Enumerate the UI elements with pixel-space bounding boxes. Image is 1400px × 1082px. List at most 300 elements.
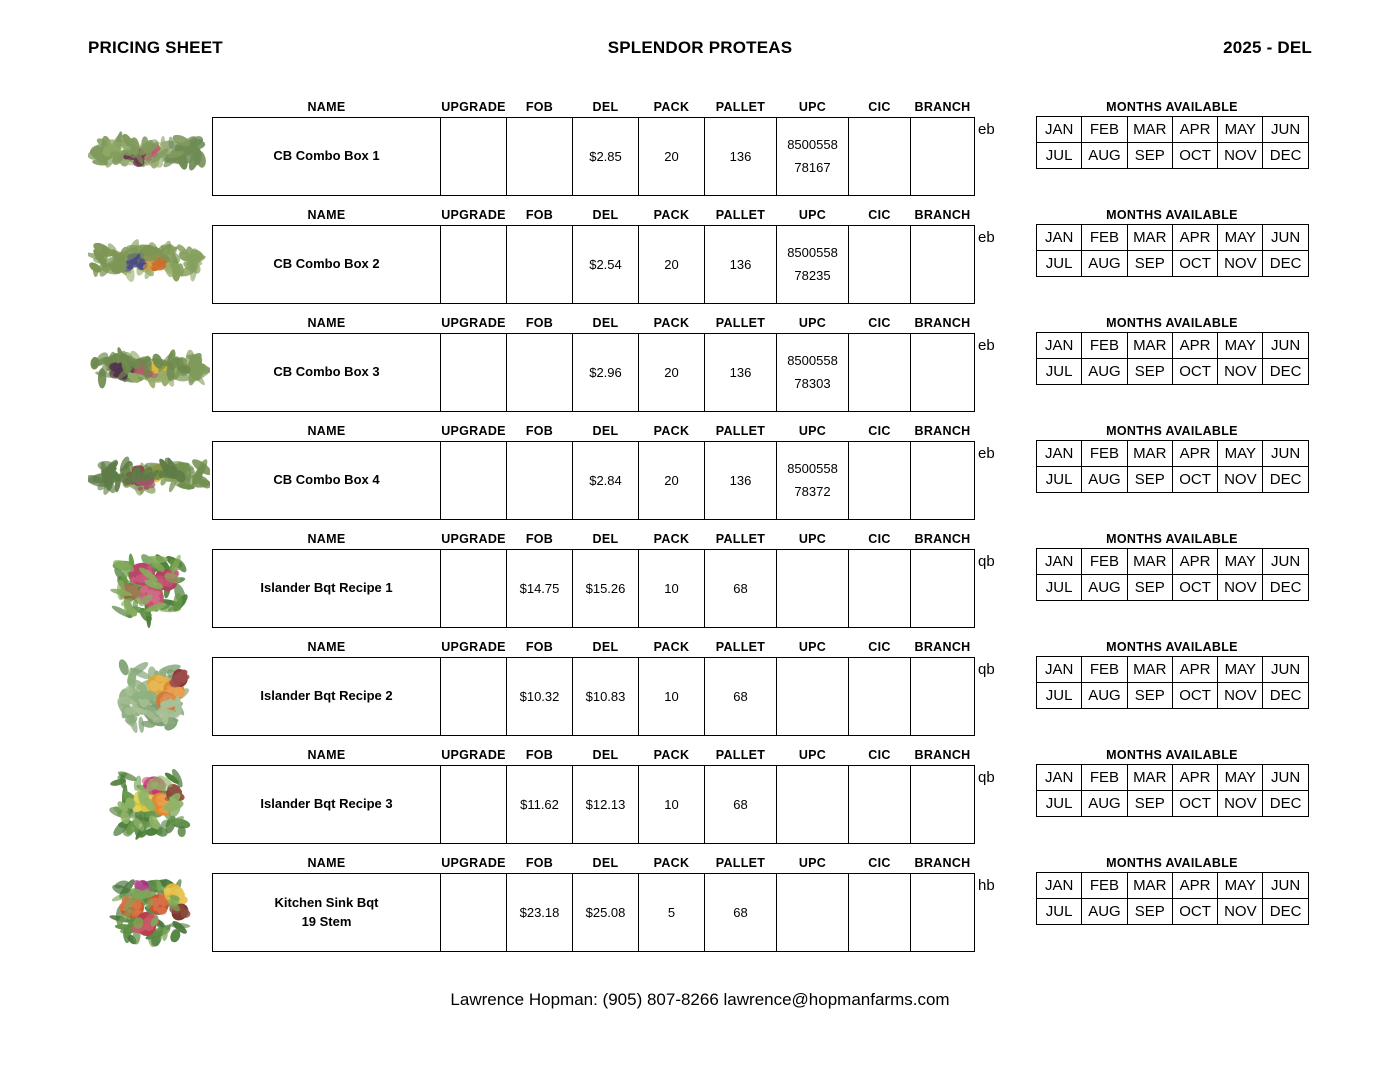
month-cell-jul[interactable]: JUL — [1037, 575, 1082, 601]
month-cell-sep[interactable]: SEP — [1127, 575, 1172, 601]
col-header-name: NAME — [307, 856, 346, 870]
month-cell-may[interactable]: MAY — [1218, 225, 1263, 251]
cell-fob — [507, 226, 573, 304]
cell-pack: 20 — [639, 118, 705, 196]
col-header-fob: FOB — [525, 424, 554, 438]
product-spec-table-wrap — [212, 748, 974, 844]
months-available-title: MONTHS AVAILABLE — [1106, 640, 1238, 654]
month-cell-aug[interactable]: AUG — [1082, 143, 1127, 169]
col-header-upgrade: UPGRADE — [441, 316, 506, 330]
month-cell-oct[interactable]: OCT — [1172, 143, 1217, 169]
col-header-pallet: PALLET — [715, 748, 766, 762]
month-cell-jan[interactable]: JAN — [1037, 657, 1082, 683]
month-cell-jun[interactable]: JUN — [1263, 441, 1308, 467]
col-header-pack: PACK — [653, 856, 690, 870]
col-header-fob: FOB — [525, 532, 554, 546]
months-row-first-half — [1037, 873, 1309, 899]
col-header-pallet: PALLET — [715, 316, 766, 330]
cell-fob — [507, 118, 573, 196]
month-cell-jan[interactable]: JAN — [1037, 441, 1082, 467]
product-row-8 — [0, 856, 1400, 964]
month-cell-jul[interactable]: JUL — [1037, 251, 1082, 277]
col-header-upgrade: UPGRADE — [441, 640, 506, 654]
spec-header-row — [213, 856, 975, 874]
cell-product-name — [213, 874, 441, 952]
month-cell-dec[interactable]: DEC — [1263, 899, 1308, 925]
month-cell-oct[interactable]: OCT — [1172, 683, 1217, 709]
cell-upgrade — [441, 334, 507, 412]
cell-upgrade — [441, 766, 507, 844]
spec-value-row — [213, 442, 975, 520]
cell-cic — [849, 658, 911, 736]
cell-upc — [777, 766, 849, 844]
month-cell-oct[interactable]: OCT — [1172, 467, 1217, 493]
month-cell-jun[interactable]: JUN — [1263, 765, 1308, 791]
upc-line-1: 8500558 — [787, 137, 838, 153]
cell-pack: 20 — [639, 334, 705, 412]
months-available-table — [1036, 440, 1309, 493]
page-header — [88, 38, 1312, 68]
cell-cic — [849, 766, 911, 844]
col-header-cic: CIC — [868, 424, 891, 438]
spec-header-row — [213, 424, 975, 442]
cell-product-name — [213, 226, 441, 304]
col-header-upgrade: UPGRADE — [441, 424, 506, 438]
col-header-cic: CIC — [868, 640, 891, 654]
cell-branch — [911, 226, 975, 304]
month-cell-jan[interactable]: JAN — [1037, 873, 1082, 899]
month-cell-oct[interactable]: OCT — [1172, 575, 1217, 601]
months-row-first-half — [1037, 333, 1309, 359]
cell-pack: 10 — [639, 658, 705, 736]
product-code-tag-eb: eb — [978, 121, 995, 138]
cell-cic — [849, 334, 911, 412]
col-header-fob: FOB — [525, 100, 554, 114]
month-cell-feb[interactable]: FEB — [1082, 765, 1127, 791]
month-cell-aug[interactable]: AUG — [1082, 359, 1127, 385]
col-header-cic: CIC — [868, 100, 891, 114]
col-header-fob: FOB — [525, 316, 554, 330]
month-cell-mar[interactable]: MAR — [1127, 657, 1172, 683]
product-spec-table — [212, 208, 975, 304]
month-cell-mar[interactable]: MAR — [1127, 765, 1172, 791]
spec-value-row — [213, 334, 975, 412]
col-header-del: DEL — [592, 100, 619, 114]
month-cell-mar[interactable]: MAR — [1127, 117, 1172, 143]
spec-value-row — [213, 550, 975, 628]
col-header-name: NAME — [307, 424, 346, 438]
month-cell-jan[interactable]: JAN — [1037, 765, 1082, 791]
cell-del: $10.83 — [573, 658, 639, 736]
col-header-pack: PACK — [653, 640, 690, 654]
cell-branch — [911, 874, 975, 952]
cell-del: $2.54 — [573, 226, 639, 304]
month-cell-nov[interactable]: NOV — [1218, 575, 1263, 601]
product-spec-table-wrap — [212, 208, 974, 304]
month-cell-aug[interactable]: AUG — [1082, 683, 1127, 709]
product-spec-table — [212, 856, 975, 952]
months-row-second-half — [1037, 899, 1309, 925]
month-cell-apr[interactable]: APR — [1172, 333, 1217, 359]
cell-pack: 10 — [639, 766, 705, 844]
month-cell-apr[interactable]: APR — [1172, 441, 1217, 467]
product-list — [0, 100, 1400, 964]
col-header-upgrade: UPGRADE — [441, 532, 506, 546]
cell-product-name — [213, 442, 441, 520]
col-header-del: DEL — [592, 640, 619, 654]
product-row-7 — [0, 748, 1400, 856]
months-available-title: MONTHS AVAILABLE — [1106, 208, 1238, 222]
col-header-pack: PACK — [653, 748, 690, 762]
month-cell-nov[interactable]: NOV — [1218, 899, 1263, 925]
month-cell-may[interactable]: MAY — [1218, 657, 1263, 683]
cell-cic — [849, 442, 911, 520]
product-code-tag-qb: qb — [978, 553, 995, 570]
months-row-second-half — [1037, 683, 1309, 709]
col-header-pallet: PALLET — [715, 532, 766, 546]
month-cell-apr[interactable]: APR — [1172, 225, 1217, 251]
col-header-branch: BRANCH — [914, 424, 971, 438]
col-header-del: DEL — [592, 532, 619, 546]
combo-box-1-thumbnail — [88, 118, 210, 200]
product-row-1 — [0, 100, 1400, 208]
cell-branch — [911, 658, 975, 736]
col-header-cic: CIC — [868, 208, 891, 222]
cell-upgrade — [441, 118, 507, 196]
month-cell-aug[interactable]: AUG — [1082, 791, 1127, 817]
months-row-first-half — [1037, 225, 1309, 251]
col-header-pack: PACK — [653, 316, 690, 330]
col-header-del: DEL — [592, 208, 619, 222]
month-cell-may[interactable]: MAY — [1218, 765, 1263, 791]
col-header-pallet: PALLET — [715, 640, 766, 654]
month-cell-oct[interactable]: OCT — [1172, 251, 1217, 277]
months-available-title: MONTHS AVAILABLE — [1106, 856, 1238, 870]
cell-pallet: 68 — [705, 550, 777, 628]
cell-product-name — [213, 334, 441, 412]
islander-bouquet-3-thumbnail — [92, 752, 208, 856]
col-header-upc: UPC — [798, 316, 827, 330]
product-code-tag-hb: hb — [978, 877, 995, 894]
month-cell-may[interactable]: MAY — [1218, 333, 1263, 359]
month-cell-nov[interactable]: NOV — [1218, 467, 1263, 493]
product-spec-table — [212, 640, 975, 736]
col-header-cic: CIC — [868, 532, 891, 546]
month-cell-dec[interactable]: DEC — [1263, 143, 1308, 169]
month-cell-jan[interactable]: JAN — [1037, 225, 1082, 251]
months-row-first-half — [1037, 765, 1309, 791]
col-header-name: NAME — [307, 532, 346, 546]
month-cell-jan[interactable]: JAN — [1037, 333, 1082, 359]
product-name-line1: CB Combo Box 2 — [273, 256, 380, 272]
month-cell-feb[interactable]: FEB — [1082, 873, 1127, 899]
combo-box-3-thumbnail — [88, 334, 210, 416]
col-header-fob: FOB — [525, 856, 554, 870]
cell-cic — [849, 874, 911, 952]
month-cell-dec[interactable]: DEC — [1263, 575, 1308, 601]
month-cell-nov[interactable]: NOV — [1218, 143, 1263, 169]
months-row-second-half — [1037, 467, 1309, 493]
product-row-2 — [0, 208, 1400, 316]
month-cell-sep[interactable]: SEP — [1127, 359, 1172, 385]
col-header-pack: PACK — [653, 424, 690, 438]
months-row-second-half — [1037, 791, 1309, 817]
month-cell-jun[interactable]: JUN — [1263, 333, 1308, 359]
cell-product-name — [213, 118, 441, 196]
cell-upgrade — [441, 658, 507, 736]
cell-branch — [911, 442, 975, 520]
months-available-table — [1036, 872, 1309, 925]
month-cell-sep[interactable]: SEP — [1127, 791, 1172, 817]
spec-header-row — [213, 100, 975, 118]
col-header-branch: BRANCH — [914, 316, 971, 330]
month-cell-may[interactable]: MAY — [1218, 441, 1263, 467]
product-code-tag-eb: eb — [978, 445, 995, 462]
month-cell-mar[interactable]: MAR — [1127, 333, 1172, 359]
cell-pallet: 136 — [705, 334, 777, 412]
months-available-table — [1036, 548, 1309, 601]
upc-line-2: 78303 — [794, 375, 831, 391]
month-cell-aug[interactable]: AUG — [1082, 467, 1127, 493]
month-cell-jan[interactable]: JAN — [1037, 549, 1082, 575]
month-cell-oct[interactable]: OCT — [1172, 899, 1217, 925]
months-available-title: MONTHS AVAILABLE — [1106, 748, 1238, 762]
col-header-upgrade: UPGRADE — [441, 856, 506, 870]
month-cell-jan[interactable]: JAN — [1037, 117, 1082, 143]
year-price-type: 2025 - DEL — [1223, 38, 1312, 57]
month-cell-feb[interactable]: FEB — [1082, 657, 1127, 683]
product-name-line1: CB Combo Box 1 — [273, 148, 380, 164]
month-cell-sep[interactable]: SEP — [1127, 143, 1172, 169]
product-code-tag-qb: qb — [978, 661, 995, 678]
month-cell-sep[interactable]: SEP — [1127, 899, 1172, 925]
cell-pallet: 136 — [705, 118, 777, 196]
month-cell-may[interactable]: MAY — [1218, 549, 1263, 575]
cell-fob: $11.62 — [507, 766, 573, 844]
cell-cic — [849, 118, 911, 196]
col-header-name: NAME — [307, 208, 346, 222]
month-cell-nov[interactable]: NOV — [1218, 683, 1263, 709]
cell-upc — [777, 334, 849, 412]
month-cell-apr[interactable]: APR — [1172, 549, 1217, 575]
months-available-title: MONTHS AVAILABLE — [1106, 100, 1238, 114]
product-spec-table — [212, 100, 975, 196]
cell-product-name — [213, 550, 441, 628]
month-cell-sep[interactable]: SEP — [1127, 467, 1172, 493]
month-cell-apr[interactable]: APR — [1172, 657, 1217, 683]
product-name-line1: Islander Bqt Recipe 3 — [260, 796, 393, 812]
cell-fob — [507, 334, 573, 412]
month-cell-jun[interactable]: JUN — [1263, 549, 1308, 575]
cell-upgrade — [441, 442, 507, 520]
months-available-block — [1036, 748, 1308, 817]
month-cell-jun[interactable]: JUN — [1263, 873, 1308, 899]
col-header-upgrade: UPGRADE — [441, 208, 506, 222]
cell-product-name — [213, 658, 441, 736]
month-cell-oct[interactable]: OCT — [1172, 791, 1217, 817]
col-header-upc: UPC — [798, 208, 827, 222]
product-code-tag-eb: eb — [978, 229, 995, 246]
col-header-name: NAME — [307, 640, 346, 654]
cell-branch — [911, 118, 975, 196]
month-cell-aug[interactable]: AUG — [1082, 251, 1127, 277]
cell-del: $2.85 — [573, 118, 639, 196]
cell-pack: 10 — [639, 550, 705, 628]
month-cell-may[interactable]: MAY — [1218, 873, 1263, 899]
cell-del: $12.13 — [573, 766, 639, 844]
col-header-del: DEL — [592, 424, 619, 438]
upc-line-2: 78167 — [794, 159, 831, 175]
month-cell-jun[interactable]: JUN — [1263, 225, 1308, 251]
cell-upc — [777, 874, 849, 952]
month-cell-aug[interactable]: AUG — [1082, 899, 1127, 925]
kitchen-sink-bouquet-thumbnail — [92, 860, 208, 964]
cell-cic — [849, 226, 911, 304]
col-header-name: NAME — [307, 316, 346, 330]
month-cell-mar[interactable]: MAR — [1127, 549, 1172, 575]
months-available-table — [1036, 116, 1309, 169]
month-cell-jun[interactable]: JUN — [1263, 657, 1308, 683]
cell-upc — [777, 226, 849, 304]
islander-bouquet-2-thumbnail — [92, 644, 208, 748]
col-header-branch: BRANCH — [914, 856, 971, 870]
spec-value-row — [213, 118, 975, 196]
month-cell-dec[interactable]: DEC — [1263, 359, 1308, 385]
col-header-upc: UPC — [798, 424, 827, 438]
month-cell-dec[interactable]: DEC — [1263, 683, 1308, 709]
months-available-table — [1036, 332, 1309, 385]
month-cell-may[interactable]: MAY — [1218, 117, 1263, 143]
months-row-first-half — [1037, 657, 1309, 683]
month-cell-jul[interactable]: JUL — [1037, 359, 1082, 385]
col-header-del: DEL — [592, 316, 619, 330]
months-row-second-half — [1037, 143, 1309, 169]
cell-branch — [911, 334, 975, 412]
month-cell-oct[interactable]: OCT — [1172, 359, 1217, 385]
month-cell-dec[interactable]: DEC — [1263, 251, 1308, 277]
month-cell-apr[interactable]: APR — [1172, 117, 1217, 143]
month-cell-jul[interactable]: JUL — [1037, 899, 1082, 925]
col-header-pack: PACK — [653, 208, 690, 222]
cell-del: $15.26 — [573, 550, 639, 628]
month-cell-nov[interactable]: NOV — [1218, 251, 1263, 277]
col-header-pack: PACK — [653, 100, 690, 114]
month-cell-nov[interactable]: NOV — [1218, 359, 1263, 385]
col-header-upc: UPC — [798, 100, 827, 114]
month-cell-dec[interactable]: DEC — [1263, 467, 1308, 493]
month-cell-feb[interactable]: FEB — [1082, 333, 1127, 359]
months-row-first-half — [1037, 117, 1309, 143]
combo-box-2-thumbnail — [88, 226, 210, 308]
months-row-second-half — [1037, 575, 1309, 601]
month-cell-nov[interactable]: NOV — [1218, 791, 1263, 817]
col-header-upc: UPC — [798, 856, 827, 870]
months-available-block — [1036, 532, 1308, 601]
months-available-title: MONTHS AVAILABLE — [1106, 532, 1238, 546]
months-row-second-half — [1037, 359, 1309, 385]
month-cell-jul[interactable]: JUL — [1037, 143, 1082, 169]
cell-pack: 20 — [639, 226, 705, 304]
col-header-fob: FOB — [525, 748, 554, 762]
upc-line-2: 78235 — [794, 267, 831, 283]
months-available-title: MONTHS AVAILABLE — [1106, 316, 1238, 330]
product-row-6 — [0, 640, 1400, 748]
col-header-cic: CIC — [868, 316, 891, 330]
cell-upc — [777, 118, 849, 196]
col-header-del: DEL — [592, 856, 619, 870]
upc-line-1: 8500558 — [787, 461, 838, 477]
product-name-line1: Islander Bqt Recipe 1 — [260, 580, 393, 596]
cell-product-name — [213, 766, 441, 844]
spec-header-row — [213, 316, 975, 334]
month-cell-mar[interactable]: MAR — [1127, 225, 1172, 251]
month-cell-mar[interactable]: MAR — [1127, 441, 1172, 467]
months-available-block — [1036, 208, 1308, 277]
months-available-table — [1036, 224, 1309, 277]
cell-fob: $23.18 — [507, 874, 573, 952]
product-spec-table — [212, 424, 975, 520]
product-row-5 — [0, 532, 1400, 640]
col-header-fob: FOB — [525, 640, 554, 654]
month-cell-apr[interactable]: APR — [1172, 765, 1217, 791]
months-row-first-half — [1037, 441, 1309, 467]
col-header-upgrade: UPGRADE — [441, 748, 506, 762]
month-cell-feb[interactable]: FEB — [1082, 441, 1127, 467]
product-row-3 — [0, 316, 1400, 424]
month-cell-apr[interactable]: APR — [1172, 873, 1217, 899]
spec-value-row — [213, 226, 975, 304]
month-cell-dec[interactable]: DEC — [1263, 791, 1308, 817]
month-cell-mar[interactable]: MAR — [1127, 873, 1172, 899]
month-cell-jul[interactable]: JUL — [1037, 791, 1082, 817]
product-name-line1: Kitchen Sink Bqt — [274, 894, 379, 910]
product-code-tag-qb: qb — [978, 769, 995, 786]
cell-pallet: 68 — [705, 766, 777, 844]
month-cell-sep[interactable]: SEP — [1127, 251, 1172, 277]
months-available-block — [1036, 316, 1308, 385]
col-header-pallet: PALLET — [715, 100, 766, 114]
islander-bouquet-1-thumbnail — [92, 536, 208, 640]
company-title: SPLENDOR PROTEAS — [607, 38, 793, 57]
months-available-block — [1036, 640, 1308, 709]
cell-pallet: 68 — [705, 874, 777, 952]
cell-branch — [911, 766, 975, 844]
spec-header-row — [213, 532, 975, 550]
cell-pallet: 68 — [705, 658, 777, 736]
cell-pack: 5 — [639, 874, 705, 952]
product-row-4 — [0, 424, 1400, 532]
months-available-table — [1036, 656, 1309, 709]
col-header-cic: CIC — [868, 856, 891, 870]
month-cell-aug[interactable]: AUG — [1082, 575, 1127, 601]
product-spec-table-wrap — [212, 856, 974, 952]
month-cell-sep[interactable]: SEP — [1127, 683, 1172, 709]
month-cell-jun[interactable]: JUN — [1263, 117, 1308, 143]
product-name-line1: CB Combo Box 4 — [273, 472, 380, 488]
col-header-fob: FOB — [525, 208, 554, 222]
product-spec-table — [212, 748, 975, 844]
month-cell-feb[interactable]: FEB — [1082, 549, 1127, 575]
month-cell-jul[interactable]: JUL — [1037, 467, 1082, 493]
month-cell-feb[interactable]: FEB — [1082, 117, 1127, 143]
product-name-line2: 19 Stem — [301, 913, 352, 929]
month-cell-feb[interactable]: FEB — [1082, 225, 1127, 251]
months-available-title: MONTHS AVAILABLE — [1106, 424, 1238, 438]
months-available-block — [1036, 856, 1308, 925]
cell-branch — [911, 550, 975, 628]
month-cell-jul[interactable]: JUL — [1037, 683, 1082, 709]
col-header-upc: UPC — [798, 640, 827, 654]
